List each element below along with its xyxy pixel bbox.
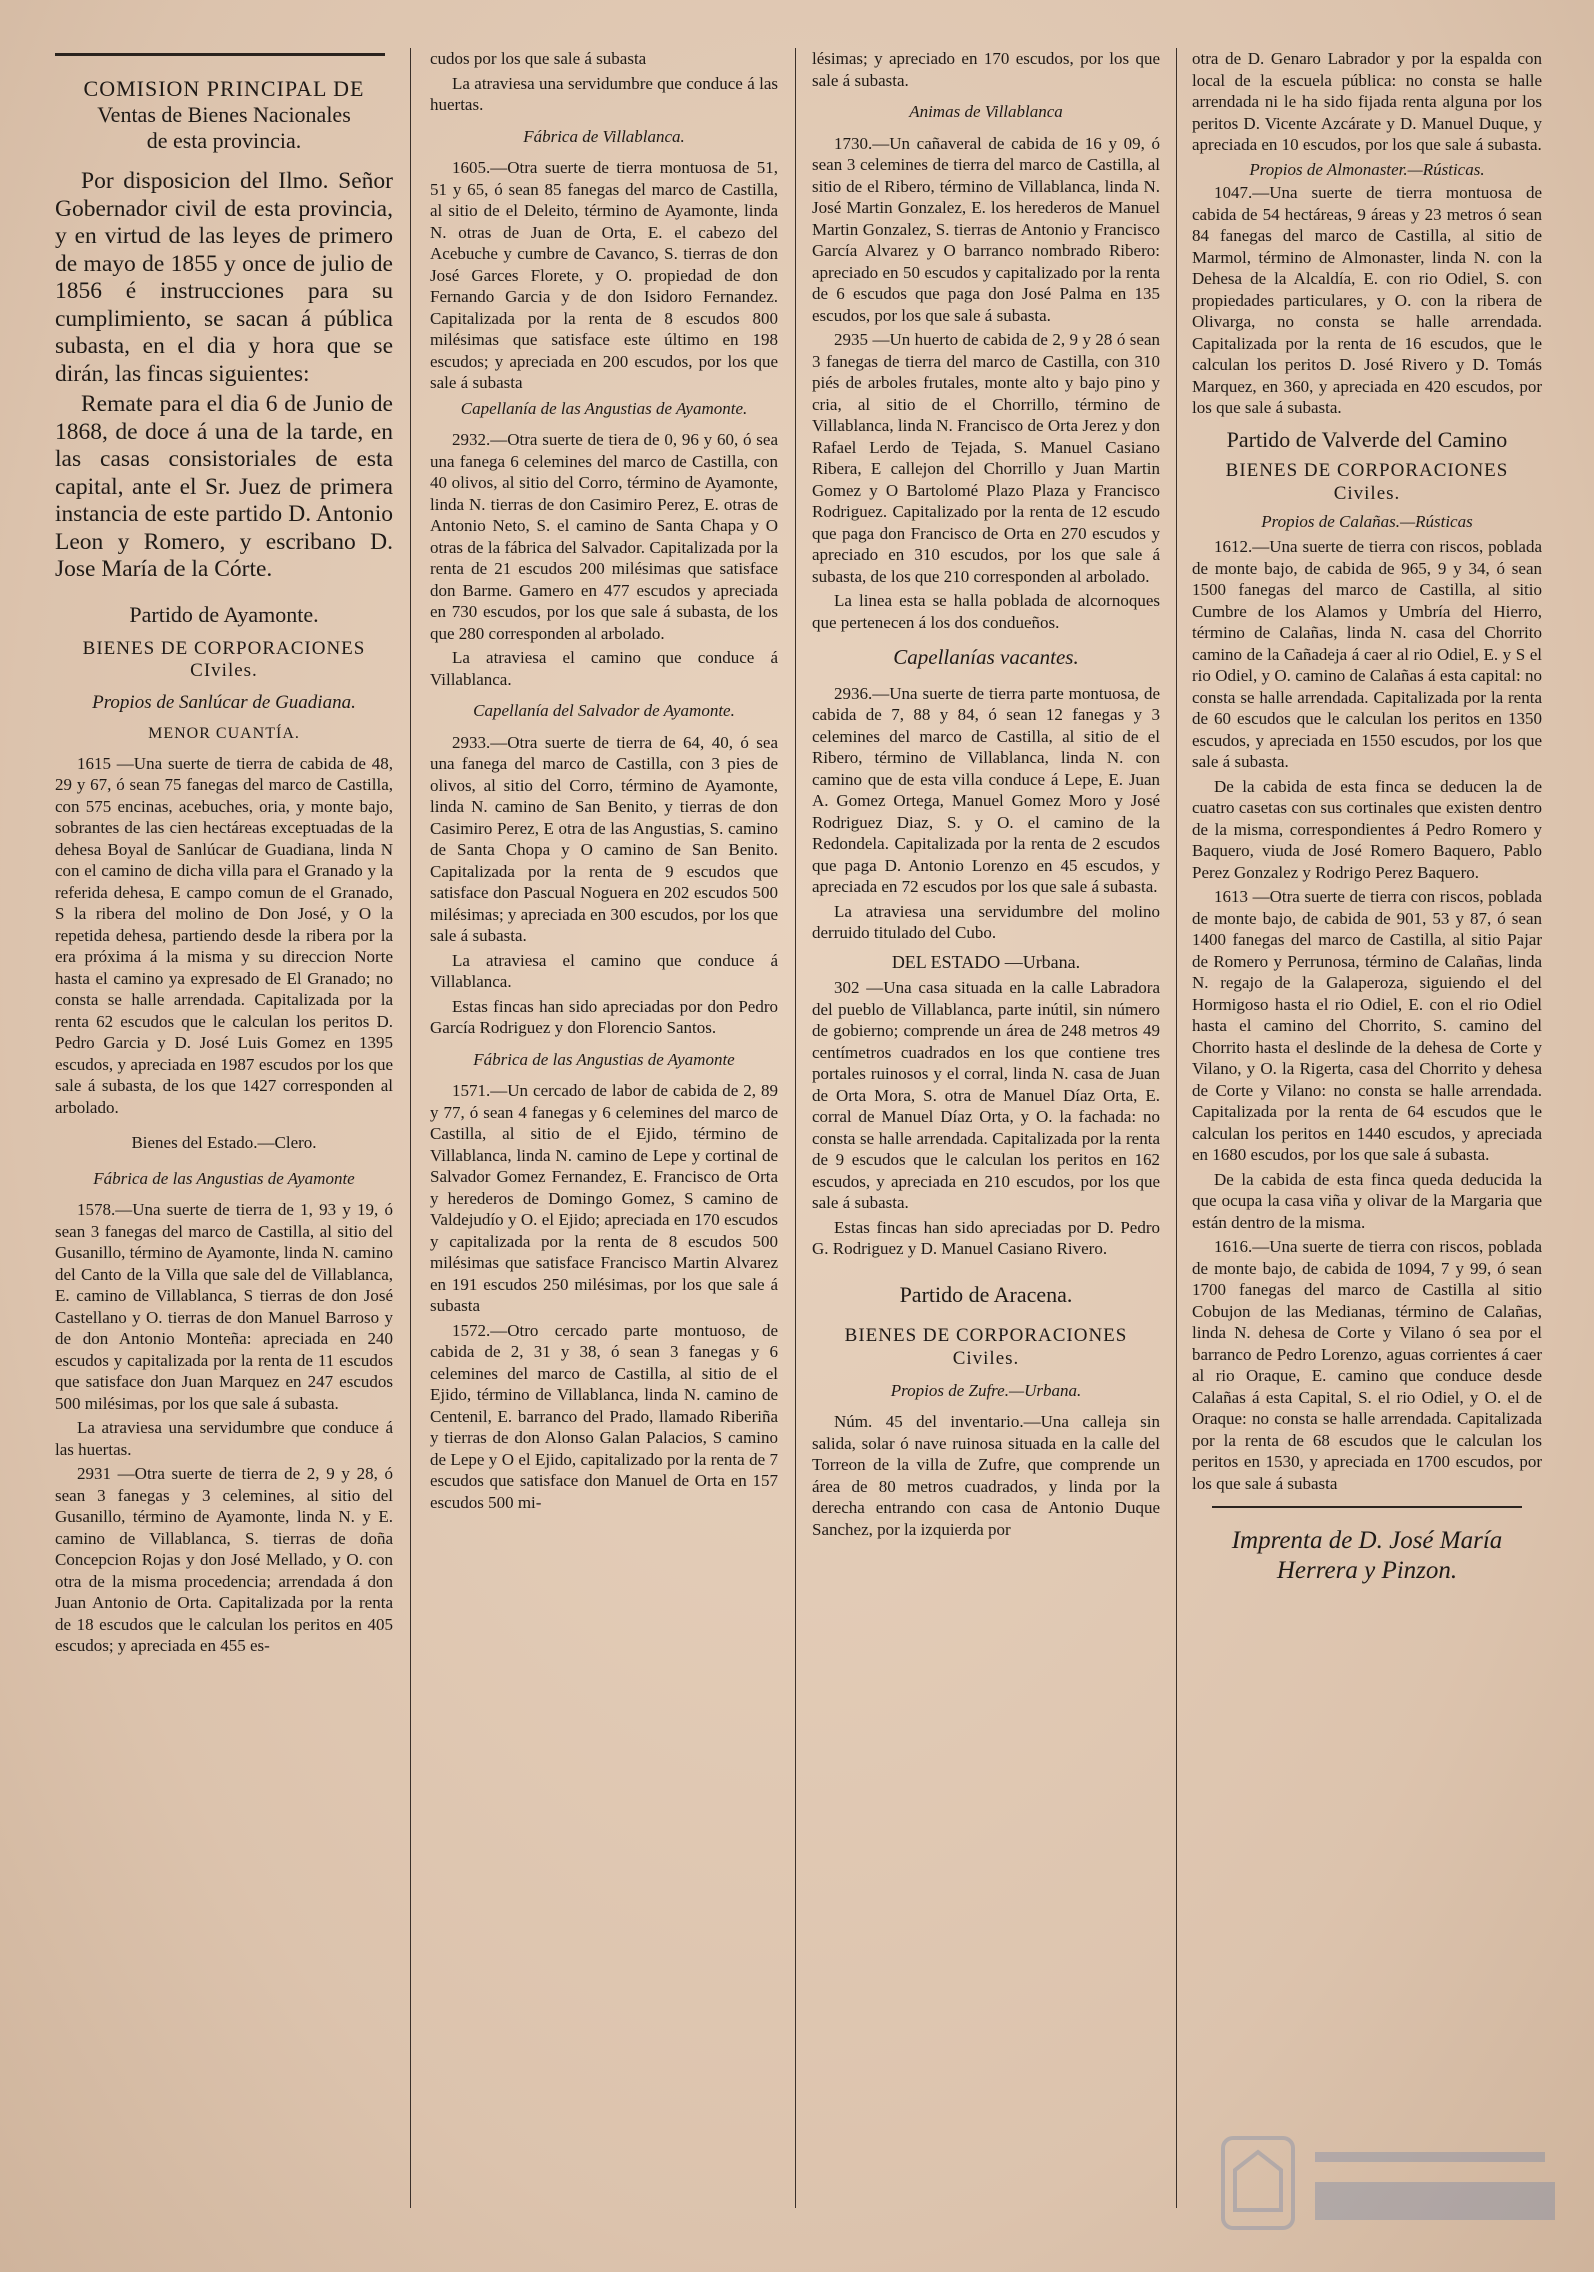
continued-paragraph: cudos por los que sale á subasta xyxy=(430,49,647,68)
column-1 xyxy=(55,48,393,2228)
district-heading: Partido de Aracena. xyxy=(899,1281,1073,1307)
subsection-heading: Capellanía de las Angustias de Ayamonte. xyxy=(460,398,748,418)
printer-line-1: Imprenta de D. José María xyxy=(1231,1527,1503,1554)
lot-paragraph: 1572.—Otro cercado parte montuoso, de cabida de 2, 31 y 38, ó sean 3 fanegas y 6 celemines del marco de Castilla, al sitio de el Ejido, término de Villablanca, linda N. camino de Centenil, E. barranco del Prado, llamado Riberiña y tierras de don Alonso Galan Palacios, S camino de Lepe y O el Ejido, capitalizado por la renta de 7 escudos que satisface don Manuel de Orta en 157 escudos 500 mi- xyxy=(430,1320,778,1512)
district-heading: Partido de Valverde del Camino xyxy=(1226,426,1508,452)
note-paragraph: Estas fincas han sido apreciadas por don Pedro García Rodriguez y don Florencio Santos. xyxy=(430,996,778,1037)
subsection-heading: Capellanías vacantes. xyxy=(893,645,1079,669)
lot-paragraph: 1615 —Una suerte de tierra de cabida de 48, 29 y 67, ó sean 75 fanegas del marco de Castilla, con 575 encinas, acebuches, oria, y monte bajo, sobrantes de las cien hectáreas exceptuadas de la dehesa Boyal de Sanlúcar de Guadiana, linda N con el camino de dicha villa para el Granado y la referida dehesa, E campo comun de el Granado, S la ribera del molino de Don José, y O la repetida dehesa, partiendo desde la ribera por la era próxima á la misma y su direccion Norte hasta el camino ya expresado de El Granado; no consta se halle arrendada. Capitalizada por la renta 62 escudos que le calculan los peritos D. Pedro Garcia y D. José Luis Gomez en 1395 escudos, y apreciada en 1987 escudos por los que sale á subasta, de los que 1427 corresponden al arbolado. xyxy=(55,753,393,1117)
column-3 xyxy=(812,48,1160,2228)
section-heading: DEL ESTADO —Urbana. xyxy=(891,951,1081,972)
subsection-heading: MENOR CUANTÍA. xyxy=(148,725,300,742)
lot-paragraph: 1571.—Un cercado de labor de cabida de 2, 89 y 77, ó sean 4 fanegas y 6 celemines del marco de Castilla, al sitio de el Ejido, término de Villablanca, linda N. camino de Lepe y cortinal de Salvador Gomez Fernandez, E. Francisco de Orta y herederos de Domingo Gomez, S camino de Valdejudío y O. el Ejido; apreciada en 170 escudos y capitalizada por la renta de 8 escudos 500 milésimas que satisface Francisco Martin Alvarez en 191 escudos 250 milésimas, por los que sale á subasta xyxy=(430,1081,778,1315)
subsection-heading: Propios de Calañas.—Rústicas xyxy=(1261,511,1473,531)
lot-paragraph: 1578.—Una suerte de tierra de 1, 93 y 19, ó sean 3 fanegas del marco de Castilla, al sitio del Gusanillo, término de Ayamonte, linda N. camino del Canto de la Villa que sale del de Villablanca, E. camino de Villablanca, S tierras de don José Castellano y O. tierras de don Manuel Barroso y de don Antonio Monteña: apreciada en 240 escudos y capitalizada por la renta de 11 escudos que satisface don Juan Marquez en 247 escudos 500 milésimas, por los que sale á subasta. xyxy=(55,1200,393,1413)
lot-paragraph: 2932.—Otra suerte de tiera de 0, 96 y 60, ó sea una fanega 6 celemines del marco de Castilla, con 40 olivos, al sitio del Corro, término de Ayamonte, linda N. tierras de don Casimiro Perez, E. otras de Antonio Neto, S. el camino de Santa Chapa y O otras de la fábrica del Salvador. Capitalizada por la renta de 21 escudos 200 milésimas que satisface don Barme. Gamero en 477 escudos y apreciada en 730 escudos, por los que sale á subasta, de los que 280 corresponden al arbolado. xyxy=(430,430,778,643)
subsection-heading: Capellanía del Salvador de Ayamonte. xyxy=(473,701,735,720)
note-paragraph: La atraviesa una servidumbre que conduce á las huertas. xyxy=(430,73,778,114)
intro-paragraph: Por disposicion del Ilmo. Señor Gobernador civil de esta provincia, y en virtud de las leyes de primero de mayo de 1855 y once de julio de 1856 é instrucciones para su cumplimiento, se sacan á pública subasta, en el dia y hora que se dirán, las fincas siguientes: xyxy=(55,168,393,387)
column-2 xyxy=(430,48,778,2228)
auction-date-paragraph: Remate para el dia 6 de Junio de 1868, de doce á una de la tarde, en las casas consistoriales de esta capital, ante el Sr. Juez de primera instancia de este partido D. Antonio Leon y Romero, y escribano D. Jose María de la Córte. xyxy=(55,391,393,582)
lot-paragraph: 1616.—Una suerte de tierra con riscos, poblada de monte bajo, de cabida de 1094, 7 y 99, ó sean 1700 fanegas del marco de Castilla al sitio Cobujon de las Medianas, término de Calañas, linda N. dehesa de Corte y Vilano ó sea por el barranco de Pedro Lorenzo, aguas corrientes á caer al rio Oraque, E. camino que conduce desde Calañas á esta Capital, S. el rio Odiel, y O. el de Oraque: no consta se halle arrendada. Capitalizada por la renta de 68 escudos que le calculan los peritos en 1530, y apreciada en 1700 escudos, por los que sale á subasta xyxy=(1192,1237,1542,1493)
section-heading: Bienes del Estado.—Clero. xyxy=(131,1133,317,1152)
column-4 xyxy=(1192,48,1542,2228)
note-paragraph: La atraviesa el camino que conduce á Villablanca. xyxy=(430,648,778,689)
note-paragraph: La linea esta se halla poblada de alcornoques que pertenecen á los dos condueños. xyxy=(812,591,1160,632)
commission-subtitle: Ventas de Bienes Nacionales xyxy=(97,102,351,127)
lot-paragraph: 302 —Una casa situada en la calle Labradora del pueblo de Villablanca, parte inútil, sin número de gobierno; comprende un área de 248 metros 49 centímetros cuadrados en los que contiene tres portales ruinosos y el corral, linda N. casa de Juan de Orta Mora, S. otra de Manuel Díaz Orta, E. corral de Manuel Díaz Orta, y O. la fachada: no consta se halle arrendada. Capitalizada por la renta de 9 escudos que le calculan los peritos en 162 escudos, y apreciada en 210 escudos, por los que sale á subasta. xyxy=(812,978,1160,1212)
lot-paragraph: 2935 —Un huerto de cabida de 2, 9 y 28 ó sean 3 fanegas de tierra del marco de Castilla, con 310 piés de arboles frutales, monte alto y bajo pino y cria, al sitio de el Chorrillo, término de Villablanca, linda N. Francisco de Orta Jerez y don Rafael Lerdo de Tejada, S. Manuel Casiano Ribera, E callejon del Chorrillo y Juan Martin Gomez y O Bartolomé Plazo Plaza y Francisco Rodriguez. Capitalizado por la renta de 12 escudo que paga don Francisco de Orta en 270 escudos y apreciado en 310 escudos, por los que sale á subasta, de los que 210 corresponden al arbolado. xyxy=(812,330,1160,586)
note-paragraph: La atraviesa el camino que conduce á Villablanca. xyxy=(430,950,778,991)
section-heading: BIENES DE CORPORACIONES Civiles. xyxy=(1225,459,1509,504)
huelva-watermark-seal xyxy=(1215,2130,1575,2240)
section-heading: BIENES DE CORPORACIONES Civiles. xyxy=(844,1324,1128,1369)
note-paragraph: La atraviesa una servidumbre del molino derruido titulado del Cubo. xyxy=(812,901,1160,942)
footer-rule xyxy=(1212,1506,1522,1508)
note-paragraph: De la cabida de esta finca se deducen la de cuatro casetas con sus cortinales que existen dentro de la misma, correspondientes á Pedro Romero y Baquero, viuda de José Romero Baquero, Pablo Perez Gonzalez y Rodrigo Perez Baquero. xyxy=(1192,776,1542,882)
commission-subtitle-2: de esta provincia. xyxy=(146,128,302,153)
lot-paragraph: 1730.—Un cañaveral de cabida de 16 y 09, ó sean 3 celemines de tierra del marco de Castilla, al sitio de el Ribero, término de Villablanca, linda N. José Martin Gonzalez, E. los herederos de Manuel Martin Gonzalez, S. tierras de Antonio y Francisco García Alvarez y O barranco nombrado Ribero: apreciado en 50 escudos y capitalizado por la renta de 6 escudos que paga don José Palma en 135 escudos, por los que sale á subasta. xyxy=(812,133,1160,325)
printer-imprint xyxy=(1192,1526,1542,1586)
column-divider xyxy=(1176,48,1177,2208)
subsection-heading: Fábrica de las Angustias de Ayamonte xyxy=(473,1049,735,1069)
subsection-heading: Propios de Sanlúcar de Guadiana. xyxy=(92,691,356,713)
column-divider xyxy=(795,48,796,2208)
lot-paragraph: 2936.—Una suerte de tierra parte montuosa, de cabida de 7, 88 y 84, ó sean 12 fanegas y 3 celemines del marco de Castilla, al sitio de el Ribero, término de Villablanca, linda N. con camino que de esta villa conduce á Lepe, E. Juan A. Gomez Ortega, Manuel Gomez Moro y José Rodriguez Diaz, S. y O. el camino de la Redondela. Capitalizada por la renta de 2 escudos que paga D. Antonio Lorenzo en 45 escudos, y apreciada en 72 escudos por los que sale á subasta. xyxy=(812,683,1160,896)
commission-title: COMISION PRINCIPAL DE xyxy=(83,76,365,101)
subsection-heading: Fábrica de Villablanca. xyxy=(523,126,685,146)
subsection-heading: Propios de Zufre.—Urbana. xyxy=(890,1380,1082,1400)
continued-paragraph: otra de D. Genaro Labrador y por la espalda con local de la escuela pública: no consta se halle arrendada ni le ha sido fijada renta alguna por los peritos D. Vicente Azcárate y D. Manuel Duque, y apreciada en 10 escudos, por los que sale á subasta. xyxy=(1192,49,1542,154)
lot-paragraph: Núm. 45 del inventario.—Una calleja sin salida, solar ó nave ruinosa situada en la calle del Torreon de la villa de Zufre, que comprende un área de 80 metros cuadrados, y linda por la derecha entrando con casa de Antonio Duque Sanchez, por la izquierda por xyxy=(812,1412,1160,1539)
note-paragraph: Estas fincas han sido apreciadas por D. Pedro G. Rodriguez y D. Manuel Casiano Rivero. xyxy=(812,1217,1160,1258)
printer-line-2: Herrera y Pinzon. xyxy=(1276,1557,1458,1584)
lot-paragraph: 1047.—Una suerte de tierra montuosa de cabida de 54 hectáreas, 9 áreas y 23 metros ó sean 84 fanegas del marco de Castilla, al sitio de Marmol, término de Almonaster, linda N. con la Dehesa de la Alcaldía, E. con rio Odiel, S. con propiedades particulares, y O. con la ribera de Olivarga, no consta se halle arrendada. Capitalizada por la renta de 16 escudos, que le calculan los peritos D. José Rivero y D. Tomás Marquez, en 360, y apreciada en 420 escudos, por los que sale á subasta. xyxy=(1192,183,1542,417)
column-divider xyxy=(410,48,411,2208)
section-heading: BIENES DE CORPORACIONES CIviles. xyxy=(82,637,366,681)
lot-paragraph: 2933.—Otra suerte de tierra de 64, 40, ó sea una fanega del marco de Castilla, con 3 pies de olivos, al sitio del Corro, término de Ayamonte, linda N. camino de San Benito, y tierras de don Casimiro Perez, E otra de las Angustias, S. camino de Santa Chopa y O camino de San Benito. Capitalizada por la renta de 9 escudos que satisface don Pascual Noguera en 202 escudos 500 milésimas; y apreciada en 300 escudos, por los que sale á subasta. xyxy=(430,732,778,945)
note-paragraph: De la cabida de esta finca queda deducida la que ocupa la casa viña y olivar de la Margaria que están dentro de la misma. xyxy=(1192,1169,1542,1232)
lot-paragraph: 1613 —Otra suerte de tierra con riscos, poblada de monte bajo, de cabida de 901, 53 y 87, ó sean 1400 fanegas del marco de Castilla, al sitio Pajar de Romero y Perrunosa, término de Calañas, linda N. regajo de la Galaperoza, siguiendo el del Hormigoso hasta el rio Odiel, E. con el rio Odiel hasta el camino del Chorrito, S. camino del Chorrito hasta el deslinde de la dehesa de Corte y Vilano, y O. la Rigerta, casa del Chorrito y dehesa de Corte y Vilano: no consta se halle arrendada. Capitalizada por la renta de 64 escudos que le calculan los peritos en 1440 escudos, y apreciada en 1680 escudos, por los que sale á subasta. xyxy=(1192,887,1542,1164)
continued-paragraph: lésimas; y apreciado en 170 escudos, por los que sale á subasta. xyxy=(812,49,1160,90)
subsection-heading: Fábrica de las Angustias de Ayamonte xyxy=(93,1168,355,1188)
lot-paragraph: 1605.—Otra suerte de tierra montuosa de 51, 51 y 65, ó sean 85 fanegas del marco de Castilla, al sitio de el Deleito, término de Ayamonte, linda N. otras de Juan de Orta, E. el cabezo del Acebuche y cumbre de Cavanco, S. tierras de don José Garces Florete, y O. propiedad de don Fernando Garcia y de don Isidoro Fernandez. Capitalizada por la renta de 8 escudos 800 milésimas que satisface este último en 198 escudos; y apreciada en 200 escudos, por los que sale á subasta xyxy=(430,158,778,392)
district-heading: Partido de Ayamonte. xyxy=(129,601,319,627)
lot-paragraph: 2931 —Otra suerte de tierra de 2, 9 y 28, ó sean 3 fanegas y 3 celemines, al sitio del Gusanillo, término de Ayamonte, linda N. y E. camino de Villablanca, S. tierras de doña Concepcion Rojas y don José Mellado, y O. con otra de la misma procedencia; arrendada á don Juan Antonio de Orta. Capitalizada por la renta de 18 escudos que le calculan los peritos en 405 escudos; y apreciada en 455 es- xyxy=(55,1464,393,1655)
subsection-heading: Propios de Almonaster.—Rústicas. xyxy=(1249,159,1485,179)
lot-paragraph: 1612.—Una suerte de tierra con riscos, poblada de monte bajo, de cabida de 965, 9 y 34, ó sean 1500 fanegas del marco de Castilla, al sitio Cumbre de los Alamos y Umbría del Hierro, término de Calañas, linda N. casa del Chorrito camino de la Cañadeja á caer al rio Odiel, E. y S el rio Odiel, y O. camino de Calañas á esta capital: no consta se halle arrendada. Capitalizada por la renta de 60 escudos que le calculan los peritos en 1350 escudos, y apreciada en 1550 escudos, por los que sale á subasta. xyxy=(1192,537,1542,771)
subsection-heading: Animas de Villablanca xyxy=(909,102,1063,121)
note-paragraph: La atraviesa una servidumbre que conduce á las huertas. xyxy=(55,1418,393,1459)
